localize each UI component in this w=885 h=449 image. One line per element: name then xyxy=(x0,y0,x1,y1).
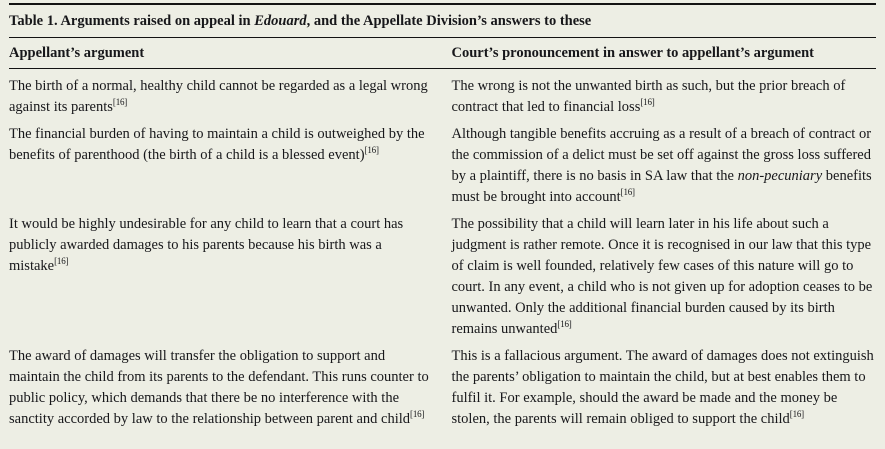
table-header-row xyxy=(9,38,876,68)
column-header-court-pronouncement: Court’s pronouncement in answer to appellant’s argument xyxy=(451,44,815,61)
argument-cell: The award of damages will transfer the obligation to support and maintain the child from its parents to the defendant. This runs counter to public policy, which demands that there be no interference with the sanctity accorded by law to the relationship between parent and child[16] xyxy=(9,347,429,427)
argument-cell: The birth of a normal, healthy child cannot be regarded as a legal wrong against its parents[16] xyxy=(9,77,428,115)
table-body xyxy=(9,69,876,433)
answer-cell: Although tangible benefits accruing as a result of a breach of contract or the commission of a delict must be set off against the gross loss suffered by a plaintiff, there is no basis in SA law that the non-pecuniary benefits must be brought into account[16] xyxy=(451,125,872,205)
table-row xyxy=(9,73,876,121)
answer-cell: The wrong is not the unwanted birth as such, but the prior breach of contract that led to financial loss[16] xyxy=(451,77,846,115)
answer-cell: The possibility that a child will learn later in his life about such a judgment is rather remote. Once it is recognised in our law that this type of claim is well founded, relatively few cases of this nature will go to court. In any event, a child who is not given up for adoption ceases to be unwanted. Only the additional financial burden caused by its birth remains unwanted[16] xyxy=(451,215,873,337)
column-header-appellant-argument: Appellant’s argument xyxy=(9,44,145,61)
table-row xyxy=(9,121,876,211)
table-title: Table 1. Arguments raised on appeal in Edouard, and the Appellate Division’s answers to these xyxy=(9,13,592,29)
argument-cell: It would be highly undesirable for any child to learn that a court has publicly awarded damages to his parents because his birth was a mistake[16] xyxy=(9,215,404,274)
argument-cell: The financial burden of having to maintain a child is outweighed by the benefits of parenthood (the birth of a child is a blessed event)[16] xyxy=(9,125,425,163)
table-row xyxy=(9,211,876,343)
paper-table xyxy=(0,3,885,433)
answer-cell: This is a fallacious argument. The award of damages does not extinguish the parents’ obligation to maintain the child, but at best enables them to fulfil it. For example, should the award be made and the money be stolen, the parents will remain obliged to support the child[16] xyxy=(451,347,874,427)
table-row xyxy=(9,343,876,433)
